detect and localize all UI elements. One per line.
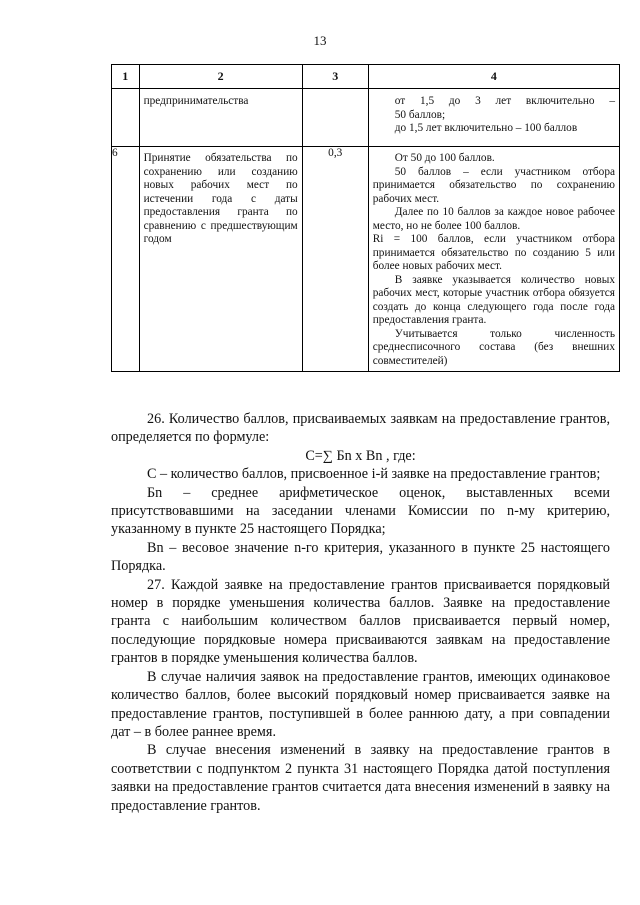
header-col-3: 3 <box>302 65 368 89</box>
paragraph-26: 26. Количество баллов, присваиваемых заявкам на предоставление грантов, определяется по формуле: <box>111 411 610 446</box>
row6-scoring-p2: 50 баллов – если участником отбора принимается обязательство по сохранению рабочих мест. <box>372 165 615 205</box>
row6-scoring-p1: От 50 до 100 баллов. <box>394 152 495 164</box>
cont-num-cell <box>112 89 140 147</box>
row6-weight: 0,3 <box>302 147 368 372</box>
page-number: 13 <box>313 33 327 48</box>
definition-bn: Бn – среднее арифметическое оценок, выставленных всеми присутствовавшими на заседании членами Комиссии по n-му критерию, указанному в пункте 25 настоящего Порядка; <box>111 484 610 538</box>
definition-c: С – количество баллов, присвоенное i-й заявке на предоставление грантов; <box>147 466 601 483</box>
cont-criterion-text: предпринимательства <box>143 95 249 107</box>
row6-num: 6 <box>112 147 140 372</box>
row6-criterion-cell <box>139 147 302 372</box>
paragraph-equal-scores: В случае наличия заявок на предоставление грантов, имеющих одинаковое количество баллов, более высокий порядковый номер присваивается заявке на предоставление грантов, поступившей в более раннюю дату, а при совпадении дат – в более раннее время. <box>111 668 610 740</box>
header-col-2: 2 <box>139 65 302 89</box>
cont-scoring-line-1: от 1,5 до 3 лет включительно – <box>394 95 615 107</box>
row6-scoring-p3: Далее по 10 баллов за каждое новое рабочее место, но не более 100 баллов. <box>372 206 615 232</box>
row6-scoring-cell <box>368 147 619 372</box>
cont-scoring-cell <box>368 89 619 147</box>
cont-criterion-cell <box>139 89 302 147</box>
criteria-table <box>111 64 620 372</box>
header-col-1: 1 <box>112 65 140 89</box>
cont-scoring-line-2: 50 баллов; <box>394 108 446 121</box>
row6-scoring-p6: Учитывается только численность среднесписочного состава (без внешних совместителей) <box>372 327 615 367</box>
definition-vn: Bn – весовое значение n-го критерия, указанного в пункте 25 настоящего Порядка. <box>111 539 610 575</box>
header-col-4: 4 <box>368 65 619 89</box>
cont-weight-cell <box>302 89 368 147</box>
row6-scoring-p4: Ri = 100 баллов, если участником отбора принимается обязательство по созданию 5 или более новых рабочих мест. <box>372 233 615 272</box>
scoring-formula: С=∑ Бn x Bn , где: <box>305 447 416 464</box>
table-row-continued <box>112 89 620 147</box>
cont-scoring-line-3: до 1,5 лет включительно – 100 баллов <box>394 122 578 134</box>
paragraph-changes: В случае внесения изменений в заявку на предоставление грантов в соответствии с подпунктом 2 пункта 31 настоящего Порядка датой поступления заявки на предоставление грантов считается дата внесения изменений в заявку на предоставление грантов. <box>111 742 610 814</box>
document-body <box>111 410 610 815</box>
paragraph-27: 27. Каждой заявке на предоставление грантов присваивается порядковый номер в порядке уменьшения количества баллов. Заявке на предоставление гранта с наибольшим количеством баллов присваивается первый номер, последующие порядковые номера присваиваются заявкам на предоставление грантов в порядке уменьшения количества баллов. <box>111 576 610 667</box>
row6-criterion-text: Принятие обязательства по сохранению или созданию новых рабочих мест по истечении года с даты предоставления гранта по сравнению с предшествующим годом <box>143 152 298 245</box>
table-header-row <box>112 65 620 89</box>
row6-scoring-p5: В заявке указывается количество новых рабочих мест, которые участник отбора обязуется создать до конца следующего года после года предоставления гранта. <box>372 273 615 326</box>
table-row-6 <box>112 147 620 372</box>
